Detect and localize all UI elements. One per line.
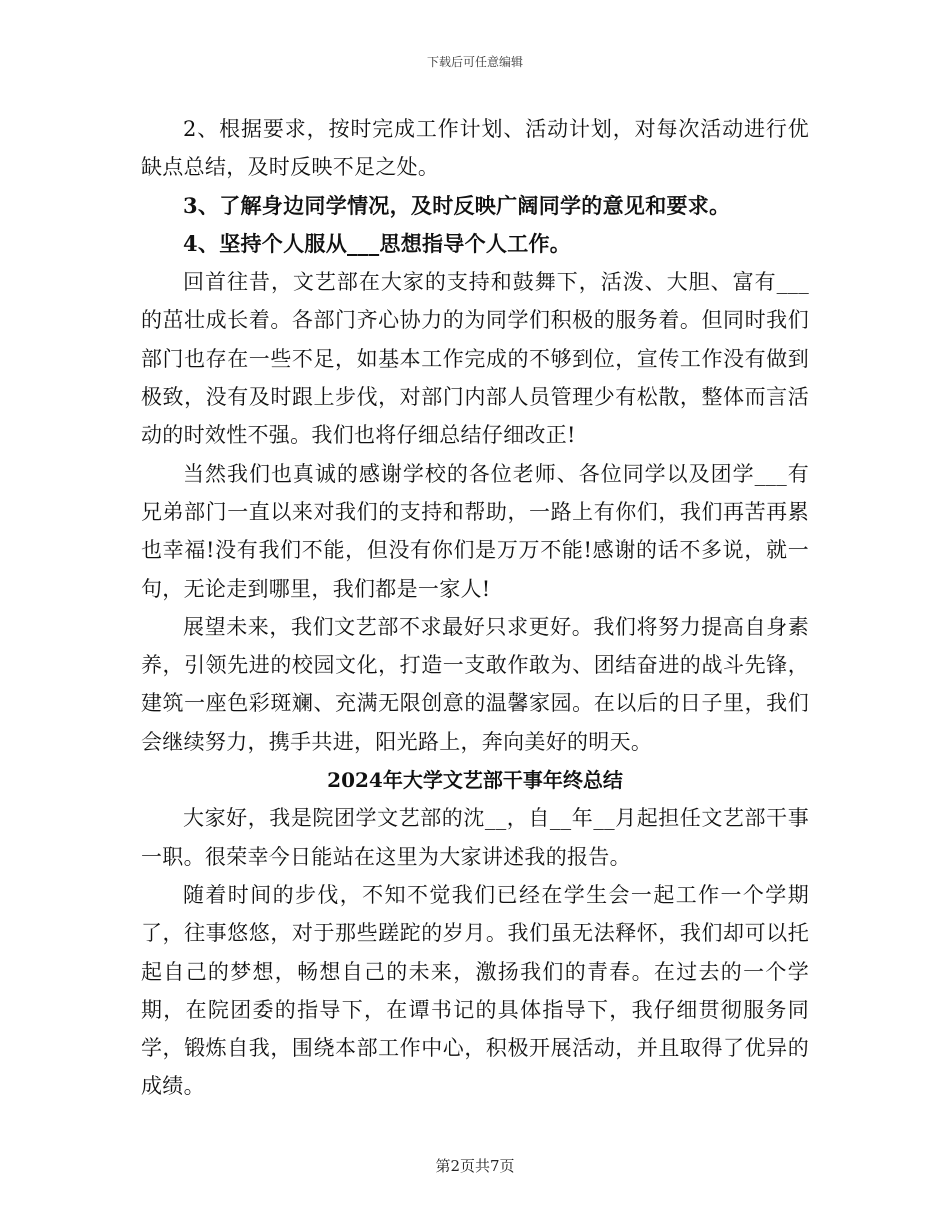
paragraph-item-4: 4、坚持个人服从___思想指导个人工作。 xyxy=(183,230,572,256)
page-header-note: 下载后可任意编辑 xyxy=(426,55,523,69)
paragraph-item-3: 3、了解身边同学情况，及时反映广阔同学的意见和要求。 xyxy=(183,192,731,218)
section-title: 2024年大学文艺部干事年终总结 xyxy=(327,768,623,793)
paragraph-item-2: 2、根据要求，按时完成工作计划、活动计划，对每次活动进行优缺点总结，及时反映不足之处。 xyxy=(141,117,809,180)
paragraph-intro: 大家好，我是院团学文艺部的沈__，自__年__月起担任文艺部干事一职。很荣幸今日能站在这里为大家讲述我的报告。 xyxy=(141,806,809,869)
paragraph-thanks: 当然我们也真诚的感谢学校的各位老师、各位同学以及团学___有兄弟部门一直以来对我们的支持和帮助，一路上有你们，我们再苦再累也幸福!没有我们不能，但没有你们是万万不能!感谢的话不多说，就一句，无论走到哪里，我们都是一家人! xyxy=(141,461,809,601)
document-body xyxy=(141,110,809,1106)
paragraph-semester: 随着时间的步伐，不知不觉我们已经在学生会一起工作一个学期了，往事悠悠，对于那些蹉跎的岁月。我们虽无法释怀，我们却可以托起自己的梦想，畅想自己的未来，激扬我们的青春。在过去的一个学期，在院团委的指导下，在谭书记的具体指导下，我仔细贯彻服务同学，锻炼自我，围绕本部工作中心，积极开展活动，并且取得了优异的成绩。 xyxy=(141,882,809,1099)
paragraph-review: 回首往昔，文艺部在大家的支持和鼓舞下，活泼、大胆、富有___的茁壮成长着。各部门齐心协力的为同学们积极的服务着。但同时我们部门也存在一些不足，如基本工作完成的不够到位，宣传工作没有做到极致，没有及时跟上步伐，对部门内部人员管理少有松散，整体而言活动的时效性不强。我们也将仔细总结仔细改正! xyxy=(141,270,809,448)
paragraph-outlook: 展望未来，我们文艺部不求最好只求更好。我们将努力提高自身素养，引领先进的校园文化，打造一支敢作敢为、团结奋进的战斗先锋，建筑一座色彩斑斓、充满无限创意的温馨家园。在以后的日子里，我们会继续努力，携手共进，阳光路上，奔向美好的明天。 xyxy=(141,614,809,754)
page-number: 第2页共7页 xyxy=(435,1157,515,1175)
